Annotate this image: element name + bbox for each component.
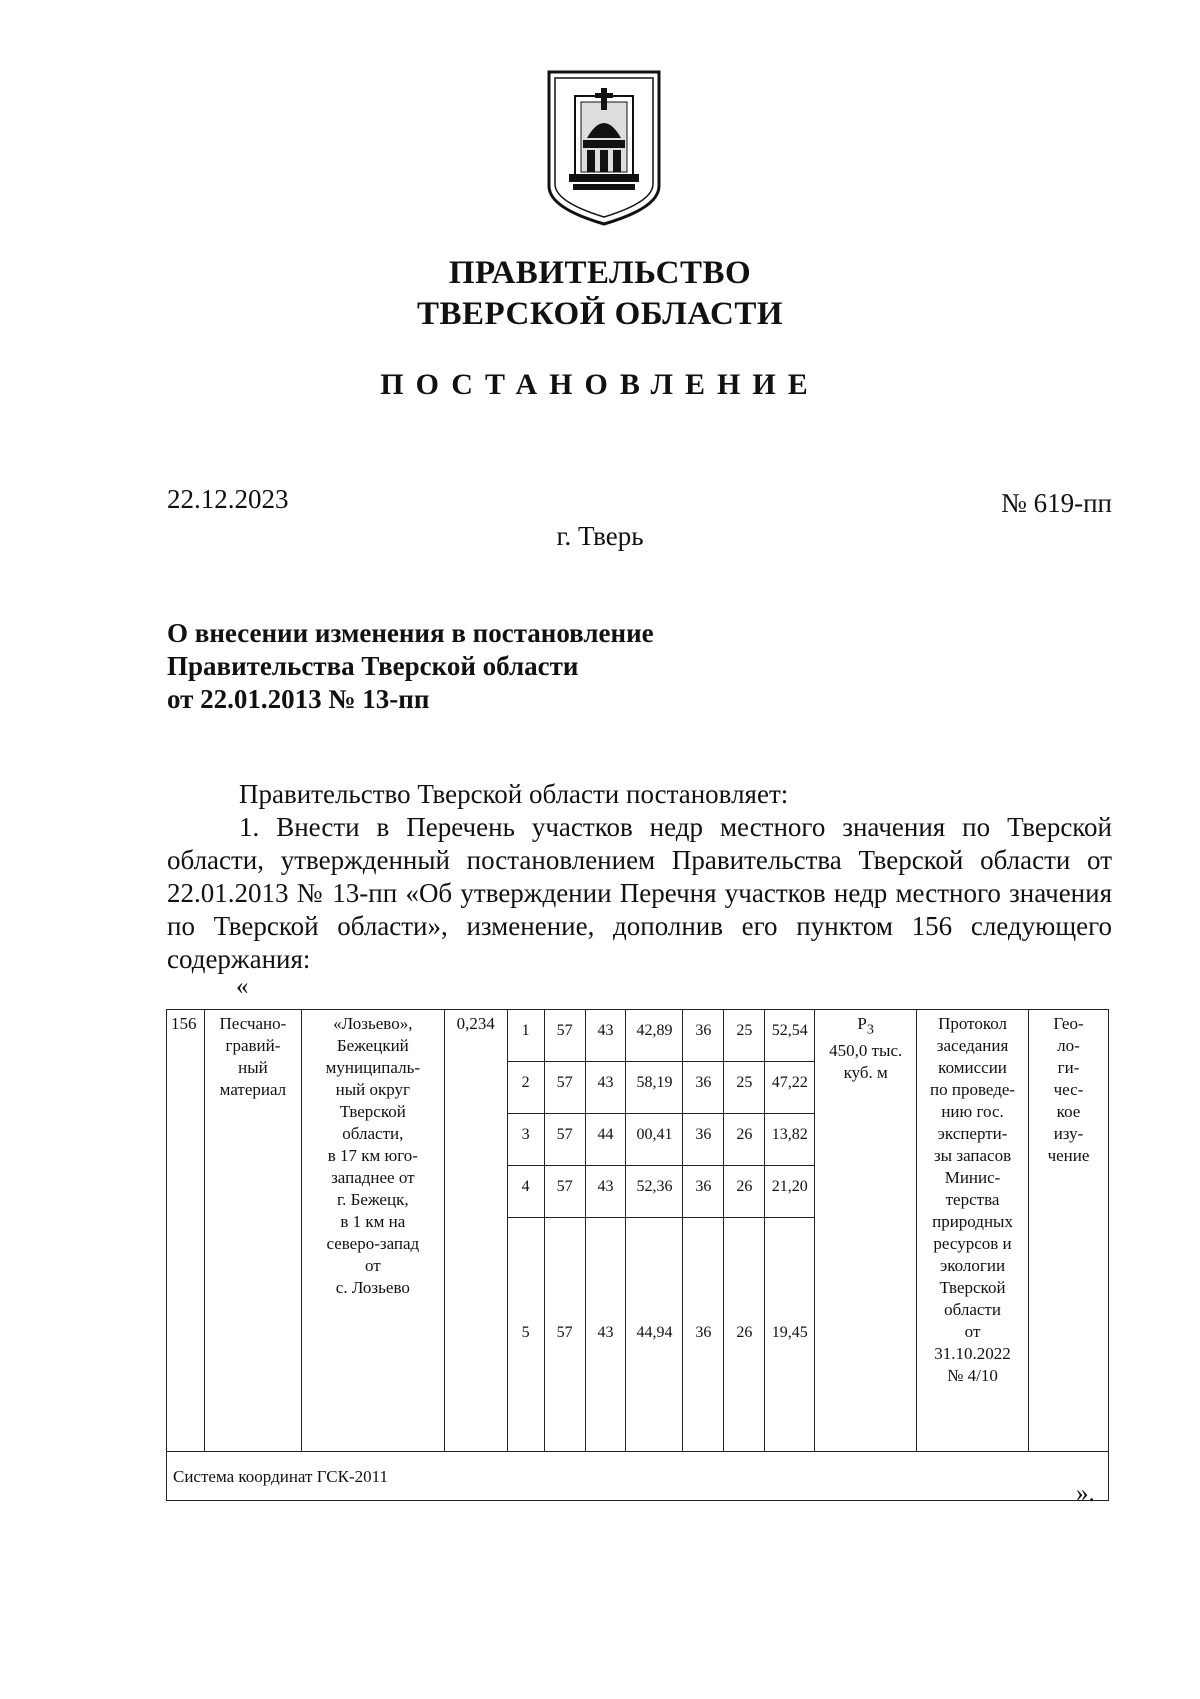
org-name-line1: ПРАВИТЕЛЬСТВО xyxy=(448,255,752,291)
point-number-cell: 3 xyxy=(507,1114,544,1166)
body-paragraph: Правительство Тверской области постановляет: xyxy=(239,779,789,809)
document-subject xyxy=(167,617,654,716)
cell-line: гравий- xyxy=(225,1036,281,1055)
lat-deg-cell: 57 xyxy=(544,1114,585,1166)
cell-line: зы запасов xyxy=(933,1146,1012,1165)
lat-deg-cell: 57 xyxy=(544,1062,585,1114)
document-date: 22.12.2023 xyxy=(167,484,289,514)
cell-line: комиссии xyxy=(938,1058,1007,1077)
cell-line: западнее от xyxy=(331,1168,415,1187)
item-number-cell: 156 xyxy=(167,1010,205,1452)
area-cell: 0,234 xyxy=(444,1010,507,1452)
document-number: № 619-пп xyxy=(1001,488,1112,518)
cell-line: эксперти- xyxy=(937,1124,1008,1143)
point-number-cell: 5 xyxy=(507,1218,544,1452)
cell-line: нию гос. xyxy=(941,1102,1004,1121)
lat-sec-cell: 58,19 xyxy=(626,1062,683,1114)
lon-min-cell: 26 xyxy=(724,1166,765,1218)
cell-line: области xyxy=(944,1300,1001,1319)
subject-line: от 22.01.2013 № 13-пп xyxy=(167,684,430,714)
cell-line: Тверской xyxy=(339,1102,406,1121)
amendment-table xyxy=(166,1009,1109,1501)
cell-line: Тверской xyxy=(939,1278,1006,1297)
lon-sec-cell: 13,82 xyxy=(765,1114,815,1166)
lat-deg-cell: 57 xyxy=(544,1166,585,1218)
cell-line: заседания xyxy=(936,1036,1009,1055)
cell-line: от xyxy=(964,1322,981,1341)
cell-line: кое xyxy=(1056,1102,1081,1121)
cell-line: по проведе- xyxy=(930,1080,1016,1099)
cell-line xyxy=(817,1013,914,1040)
mineral-cell xyxy=(204,1010,301,1452)
lon-sec-cell: 52,54 xyxy=(765,1010,815,1062)
lon-deg-cell: 36 xyxy=(683,1114,724,1166)
quote-open: « xyxy=(236,973,249,1000)
point-number-cell: 2 xyxy=(507,1062,544,1114)
coat-of-arms-icon xyxy=(543,68,665,228)
cell-line: изу- xyxy=(1053,1124,1084,1143)
resources-subscript: 3 xyxy=(866,1021,874,1038)
resources-cell xyxy=(815,1010,917,1452)
cell-line: Бежецкий xyxy=(336,1036,409,1055)
lat-min-cell: 43 xyxy=(585,1010,626,1062)
cell-line: в 1 км на xyxy=(340,1212,406,1231)
lat-sec-cell: 52,36 xyxy=(626,1166,683,1218)
quote-close: ». xyxy=(1076,1480,1095,1507)
usage-cell xyxy=(1029,1010,1109,1452)
cell-line: г. Бежецк, xyxy=(337,1190,409,1209)
cell-line: области, xyxy=(342,1124,404,1143)
lon-sec-cell: 19,45 xyxy=(765,1218,815,1452)
cell-line: с. Лозьево xyxy=(335,1278,410,1297)
cell-line: чес- xyxy=(1053,1080,1084,1099)
cell-line: северо-запад xyxy=(326,1234,420,1253)
cell-line: ги- xyxy=(1057,1058,1080,1077)
cell-line: природных xyxy=(932,1212,1013,1231)
cell-line: чение xyxy=(1047,1146,1090,1165)
lat-sec-cell: 42,89 xyxy=(626,1010,683,1062)
point-number-cell: 1 xyxy=(507,1010,544,1062)
cell-line: «Лозьево», xyxy=(333,1014,413,1033)
cell-line: экологии xyxy=(939,1256,1006,1275)
lat-min-cell: 44 xyxy=(585,1114,626,1166)
cell-line: ный округ xyxy=(335,1080,410,1099)
cell-line: Песчано- xyxy=(219,1014,287,1033)
table-row xyxy=(167,1010,1109,1062)
coordinate-system-cell: Система координат ГСК-2011 xyxy=(167,1452,1109,1501)
body-paragraph: 1. Внести в Перечень участков недр местного значения по Тверской области, утвержденный постановлением Правительства Тверской области от 22.01.2013 № 13-пп «Об утверждении Перечня участков недр местного значения по Тверской области», изменение, дополнив его пунктом 156 следующего содержания: xyxy=(167,812,1112,974)
protocol-cell xyxy=(917,1010,1029,1452)
lon-sec-cell: 47,22 xyxy=(765,1062,815,1114)
subject-line: О внесении изменения в постановление xyxy=(167,618,654,648)
cell-line: муниципаль- xyxy=(325,1058,420,1077)
lat-deg-cell: 57 xyxy=(544,1218,585,1452)
cell-line: ло- xyxy=(1057,1036,1080,1055)
cell-line: № 4/10 xyxy=(947,1366,998,1385)
lat-min-cell: 43 xyxy=(585,1062,626,1114)
cell-line: куб. м xyxy=(843,1063,888,1083)
document-body xyxy=(167,778,1112,976)
cell-line: 31.10.2022 xyxy=(934,1344,1011,1363)
location-cell xyxy=(301,1010,444,1452)
cell-line: от xyxy=(364,1256,381,1275)
lon-deg-cell: 36 xyxy=(683,1218,724,1452)
lon-sec-cell: 21,20 xyxy=(765,1166,815,1218)
cell-line: Протокол xyxy=(938,1014,1007,1033)
document-city: г. Тверь xyxy=(556,521,644,551)
cell-line: Минис- xyxy=(944,1168,1001,1187)
document-type: ПОСТАНОВЛЕНИЕ xyxy=(380,368,820,401)
cell-line: терства xyxy=(945,1190,1000,1209)
resources-category: Р xyxy=(857,1014,867,1033)
lon-deg-cell: 36 xyxy=(683,1062,724,1114)
lat-deg-cell: 57 xyxy=(544,1010,585,1062)
lon-deg-cell: 36 xyxy=(683,1010,724,1062)
cell-line: Гео- xyxy=(1053,1014,1084,1033)
lat-min-cell: 43 xyxy=(585,1166,626,1218)
lat-sec-cell: 00,41 xyxy=(626,1114,683,1166)
lat-sec-cell: 44,94 xyxy=(626,1218,683,1452)
cell-line: 450,0 тыс. xyxy=(829,1041,903,1061)
cell-line: ресурсов и xyxy=(933,1234,1012,1253)
subject-line: Правительства Тверской области xyxy=(167,651,579,681)
lon-min-cell: 26 xyxy=(724,1218,765,1452)
cell-line: ный xyxy=(238,1058,268,1077)
lon-min-cell: 25 xyxy=(724,1062,765,1114)
cell-line: в 17 км юго- xyxy=(327,1146,418,1165)
table-footer-row xyxy=(167,1452,1109,1501)
lon-min-cell: 25 xyxy=(724,1010,765,1062)
lat-min-cell: 43 xyxy=(585,1218,626,1452)
lon-deg-cell: 36 xyxy=(683,1166,724,1218)
cell-line: материал xyxy=(219,1080,287,1099)
point-number-cell: 4 xyxy=(507,1166,544,1218)
lon-min-cell: 26 xyxy=(724,1114,765,1166)
org-name-line2: ТВЕРСКОЙ ОБЛАСТИ xyxy=(416,296,784,332)
